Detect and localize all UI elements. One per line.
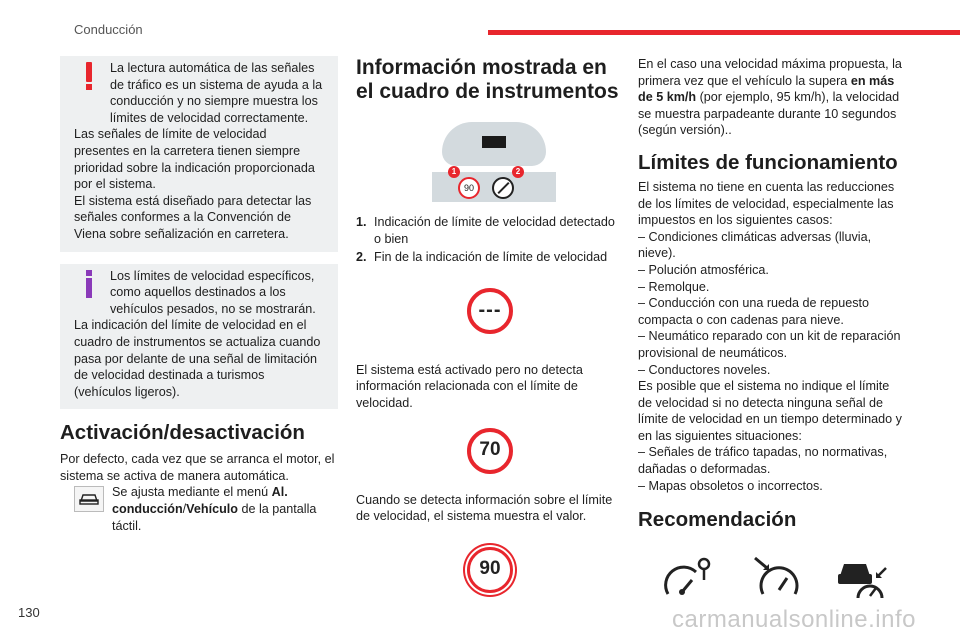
list-item: 1. Indicación de límite de velocidad detectado o bien (356, 215, 615, 246)
sign-90-wrap (356, 547, 624, 593)
speedometer-pin-icon (662, 554, 714, 600)
cluster-sign-strip (432, 167, 556, 202)
recommendation-icons (662, 554, 888, 600)
speedometer-arrow-icon (749, 554, 801, 600)
limits-line: – Polución atmosférica. (638, 262, 769, 277)
limits-line: Es posible que el sistema no indique el límite de velocidad si no detecta ninguna señal de límite de velocidad en un tiempo determinado y en las siguientes situaciones: (638, 379, 902, 443)
column-middle (356, 56, 624, 611)
sign-dashes-wrap (356, 288, 624, 334)
cluster-display (442, 122, 546, 166)
header-accent-bar (488, 30, 960, 35)
inactive-text: El sistema está activado pero no detecta información relacionada con el límite de velocidad. (356, 362, 583, 410)
speed-sign-undetected: --- (467, 288, 513, 334)
warning-line-3: El sistema está diseñado para detectar las señales conformes a la Convención de Viena sobre señalización en carretera. (74, 193, 312, 241)
warning-exclamation-icon (84, 62, 94, 90)
callout-badge-1: 1 (448, 166, 460, 178)
info-line-2: La indicación del límite de velocidad en el cuadro de instrumentos se actualiza cuando pasa por delante de una señal de limitación de velocidad destinada a turismos (vehículos ligeros). (74, 318, 321, 399)
indication-list (356, 214, 624, 266)
limits-line: – Conducción con una rueda de repuesto compacta o con cadenas para nieve. (638, 296, 870, 327)
car-speedometer-icon (836, 554, 888, 600)
info-notice (60, 264, 338, 410)
watermark: carmanualsonline.info (672, 606, 916, 633)
column-left (60, 56, 338, 534)
warning-line-1: La lectura automática de las señales de tráfico es un sistema de ayuda a la conducción y no siempre muestra los límites de velocidad correctamente. (74, 60, 324, 126)
section-title: Conducción (74, 22, 143, 37)
limits-list (638, 179, 906, 494)
speed-sign-90-flashing: 90 (467, 547, 513, 593)
instrument-cluster-illustration (432, 122, 556, 202)
sign-70-wrap (356, 428, 624, 474)
page-number: 130 (18, 605, 40, 620)
end-limit-icon (492, 177, 514, 199)
limits-line: – Mapas obsoletos o incorrectos. (638, 478, 823, 493)
limits-line: – Conductores noveles. (638, 362, 771, 377)
mini-speed-sign: 90 (458, 177, 480, 199)
detected-text: Cuando se detecta información sobre el límite de velocidad, el sistema muestra el valor. (356, 492, 613, 524)
activation-menu-text: Se ajusta mediante el menú Al. conducción/Vehículo de la pantalla táctil. (60, 484, 338, 534)
overspeed-text: En el caso una velocidad máxima propuesta, la primera vez que el vehículo la supera en más de 5 km/h (por ejemplo, 95 km/h), la velocidad se muestra parpadeante durante 10 segundos (según versión).. (638, 57, 902, 138)
limits-heading: Límites de funcionamiento (638, 150, 898, 174)
activation-heading: Activación/desactivación (60, 421, 305, 445)
limits-line: – Condiciones climáticas adversas (lluvia, nieve). (638, 229, 872, 261)
cluster-info-heading: Información mostrada en el cuadro de instrumentos (356, 56, 619, 103)
recommendation-heading: Recomendación (638, 508, 797, 532)
column-right (638, 56, 906, 600)
car-menu-icon (74, 486, 104, 512)
info-i-icon (84, 270, 94, 298)
callout-badge-2: 2 (512, 166, 524, 178)
activation-body: Por defecto, cada vez que se arranca el motor, el sistema se activa de manera automática. (60, 452, 335, 483)
limits-line: – Señales de tráfico tapadas, no normativas, dañadas o deformadas. (638, 445, 888, 477)
info-line-1: Los límites de velocidad específicos, como aquellos destinados a los vehículos pesados, no se mostrarán. (74, 268, 324, 318)
warning-notice (60, 56, 338, 252)
list-item: 2. Fin de la indicación de límite de velocidad (356, 250, 608, 265)
limits-line: – Remolque. (638, 279, 710, 294)
warning-line-2: Las señales de límite de velocidad presentes en la carretera tienen siempre prioridad sobre la indicación proporcionada por el sistema. (74, 127, 315, 192)
limits-line: El sistema no tiene en cuenta las reducciones de los límites de velocidad, especialmente las impuestos en los siguientes casos: (638, 179, 895, 228)
limits-line: – Neumático reparado con un kit de reparación provisional de neumáticos. (638, 329, 901, 360)
speed-sign-70: 70 (467, 428, 513, 474)
